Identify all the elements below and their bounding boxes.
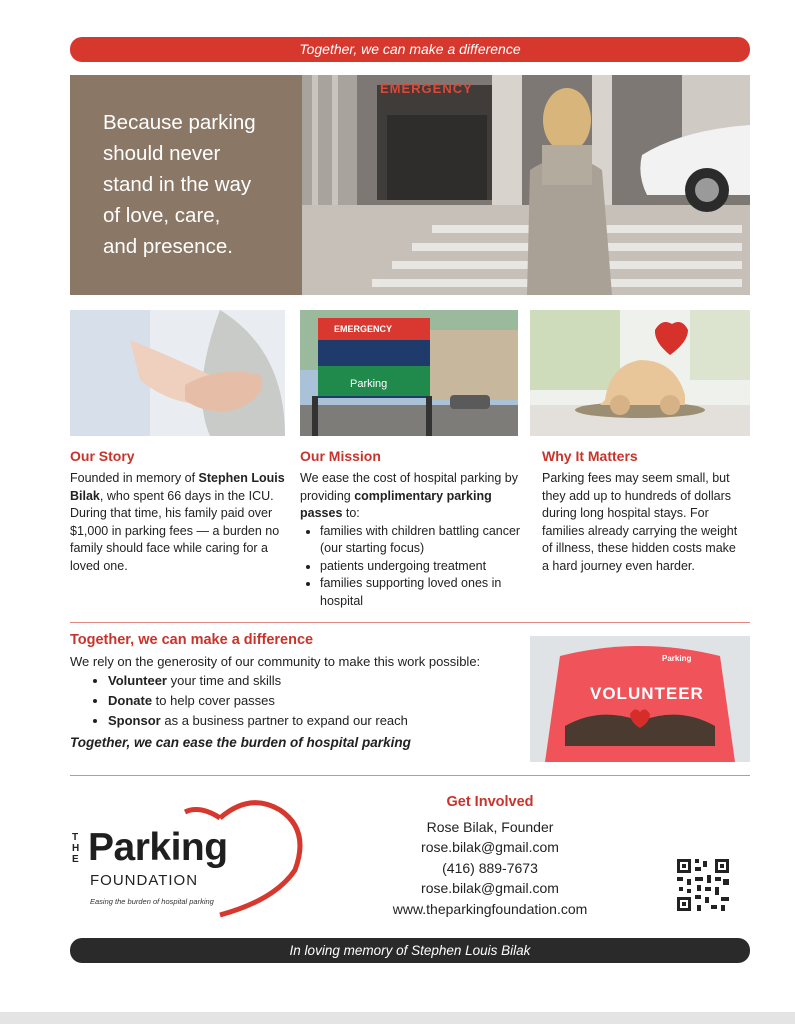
logo-parking: Parking	[88, 826, 228, 869]
our-story-title: Our Story	[70, 448, 135, 464]
photo-holding-hands	[70, 310, 285, 436]
list-item: • Volunteer your time and skills	[108, 671, 520, 691]
list-item: • Donate to help cover passes	[108, 691, 520, 711]
together-section	[70, 632, 520, 750]
logo-tagline: Easing the burden of hospital parking	[90, 897, 214, 906]
divider	[70, 775, 750, 776]
sign-illustration	[300, 310, 518, 436]
qr-code[interactable]	[675, 857, 731, 913]
our-mission-text: We ease the cost of hospital parking by providing complimentary parking passes to:	[300, 471, 518, 520]
together-list	[70, 671, 520, 731]
our-mission-section	[300, 448, 522, 610]
toy-car-illustration	[530, 310, 750, 436]
hero-section	[70, 75, 750, 295]
qr-code-icon	[675, 857, 731, 913]
contact-section	[340, 792, 640, 919]
together-intro: We rely on the generosity of our community to make this work possible:	[70, 654, 481, 669]
hero-photo-woman-hospital	[302, 75, 750, 295]
top-banner: Together, we can make a difference	[70, 37, 750, 62]
hero-headline: Because parking should never stand in the way of love, care, and presence.	[103, 111, 256, 258]
page-footer-strip	[0, 1012, 795, 1024]
together-closing: Together, we can ease the burden of hospital parking	[70, 735, 411, 750]
sign-emergency-label: EMERGENCY	[334, 324, 393, 334]
our-story-text: Founded in memory of Stephen Louis Bilak, who spent 66 days in the ICU. During that time, his family paid over $1,000 in parking fees — a burden no family should face while caring for a loved one.	[70, 471, 285, 573]
list-item: • families with children battling cancer (our starting focus)	[320, 523, 522, 558]
shirt-logo: Parking	[662, 654, 692, 663]
shirt-volunteer-text: VOLUNTEER	[590, 684, 704, 703]
photo-volunteer-shirt	[530, 636, 750, 762]
why-it-matters-text: Parking fees may seem small, but they add up to hundreds of dollars during long hospital stays. For families already carrying the weight of illness, these hidden costs make a hard journey even harder.	[542, 471, 738, 573]
sign-parking-label: Parking	[350, 378, 388, 390]
our-story-section	[70, 448, 285, 575]
hands-illustration	[70, 310, 285, 436]
divider	[70, 622, 750, 623]
contact-phone[interactable]: (416) 889-7673	[442, 859, 538, 876]
logo-the: THE	[72, 832, 80, 865]
why-it-matters-section	[542, 448, 742, 575]
contact-email[interactable]: rose.bilak@gmail.com	[421, 839, 559, 855]
logo-foundation: FOUNDATION	[90, 872, 199, 889]
hero-text-panel	[70, 75, 302, 295]
get-involved-title: Get Involved	[446, 794, 534, 810]
contact-email-secondary[interactable]: rose.bilak@gmail.com	[421, 880, 559, 896]
hero-illustration	[302, 75, 750, 295]
contact-name: Rose Bilak, Founder	[426, 818, 554, 835]
why-it-matters-title: Why It Matters	[542, 448, 638, 464]
together-title: Together, we can make a difference	[70, 632, 314, 648]
list-item: • Sponsor as a business partner to expand our reach	[108, 711, 520, 731]
mission-list	[300, 523, 522, 611]
photo-toy-car-heart-coins	[530, 310, 750, 436]
parking-foundation-logo	[70, 800, 330, 918]
list-item: • patients undergoing treatment	[320, 558, 522, 576]
contact-website[interactable]: www.theparkingfoundation.com	[392, 900, 588, 917]
emergency-sign: EMERGENCY	[380, 81, 473, 96]
list-item: • families supporting loved ones in hospital	[320, 575, 522, 610]
our-mission-title: Our Mission	[300, 448, 381, 464]
bottom-banner: In loving memory of Stephen Louis Bilak	[70, 938, 750, 963]
photo-emergency-parking-sign	[300, 310, 518, 436]
